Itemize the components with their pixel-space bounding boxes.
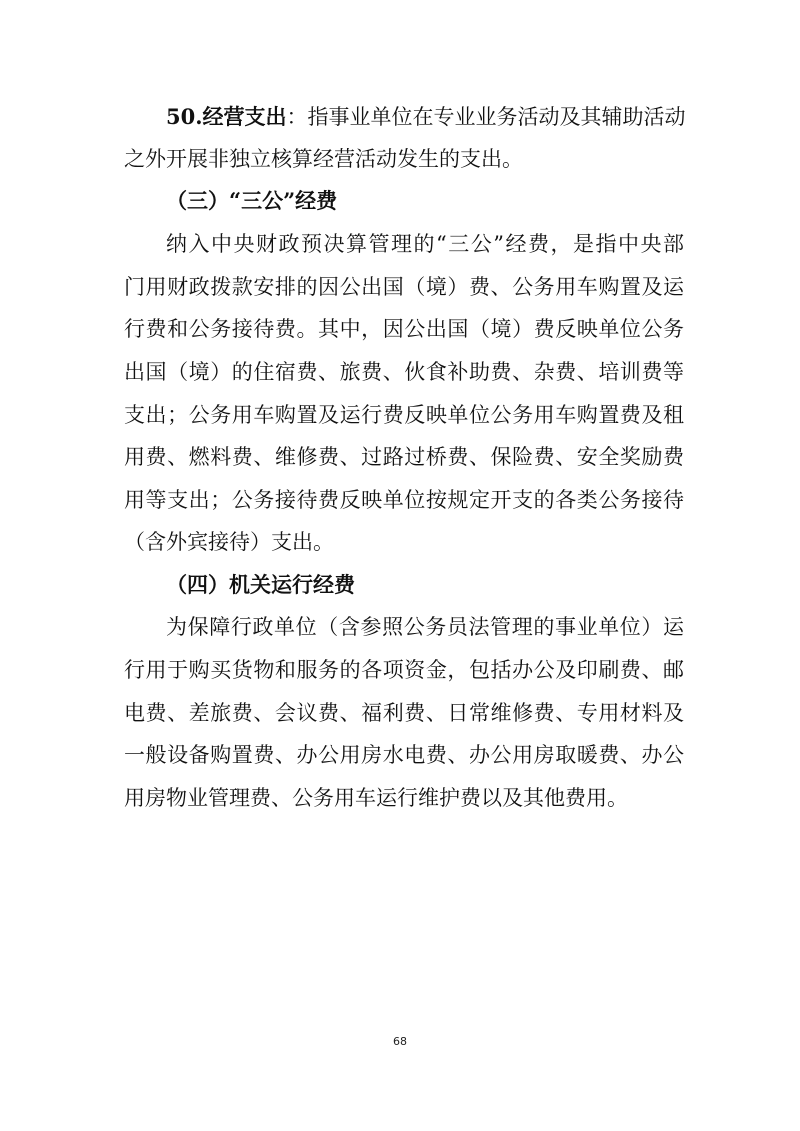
paragraph-line: 行用于购买货物和服务的各项资金，包括办公及印刷费、邮 <box>124 658 684 682</box>
paragraph-line: 为保障行政单位（含参照公务员法管理的事业单位）运 <box>166 615 684 639</box>
paragraph-line: 支出；公务用车购置及运行费反映单位公务用车购置费及租 <box>124 403 684 427</box>
paragraph-line: 行费和公务接待费。其中，因公出国（境）费反映单位公务 <box>124 317 684 341</box>
paragraph-line: 纳入中央财政预决算管理的“三公”经费，是指中央部 <box>166 232 684 256</box>
paragraph-line: 电费、差旅费、会议费、福利费、日常维修费、专用材料及 <box>124 701 684 725</box>
term-label: 50.经营支出 <box>166 104 287 129</box>
section-heading: （四）机关运行经费 <box>166 572 355 597</box>
paragraph-line: 用费、燃料费、维修费、过路过桥费、保险费、安全奖励费 <box>124 445 684 469</box>
paragraph-line: 之外开展非独立核算经营活动发生的支出。 <box>124 147 523 171</box>
paragraph-line: （含外宾接待）支出。 <box>124 530 334 554</box>
term-definition: ：指事业单位在专业业务活动及其辅助活动 <box>286 105 686 129</box>
paragraph-line: 用房物业管理费、公务用车运行维护费以及其他费用。 <box>124 786 628 810</box>
paragraph-line: 用等支出；公务接待费反映单位按规定开支的各类公务接待 <box>124 488 684 512</box>
paragraph-line: 一般设备购置费、办公用房水电费、办公用房取暖费、办公 <box>124 743 684 767</box>
page-number: 68 <box>393 1035 407 1048</box>
paragraph-line: 出国（境）的住宿费、旅费、伙食补助费、杂费、培训费等 <box>124 360 684 384</box>
section-heading: （三）“三公”经费 <box>166 188 338 213</box>
paragraph-line <box>166 102 684 132</box>
paragraph-line: 门用财政拨款安排的因公出国（境）费、公务用车购置及运 <box>124 275 684 299</box>
